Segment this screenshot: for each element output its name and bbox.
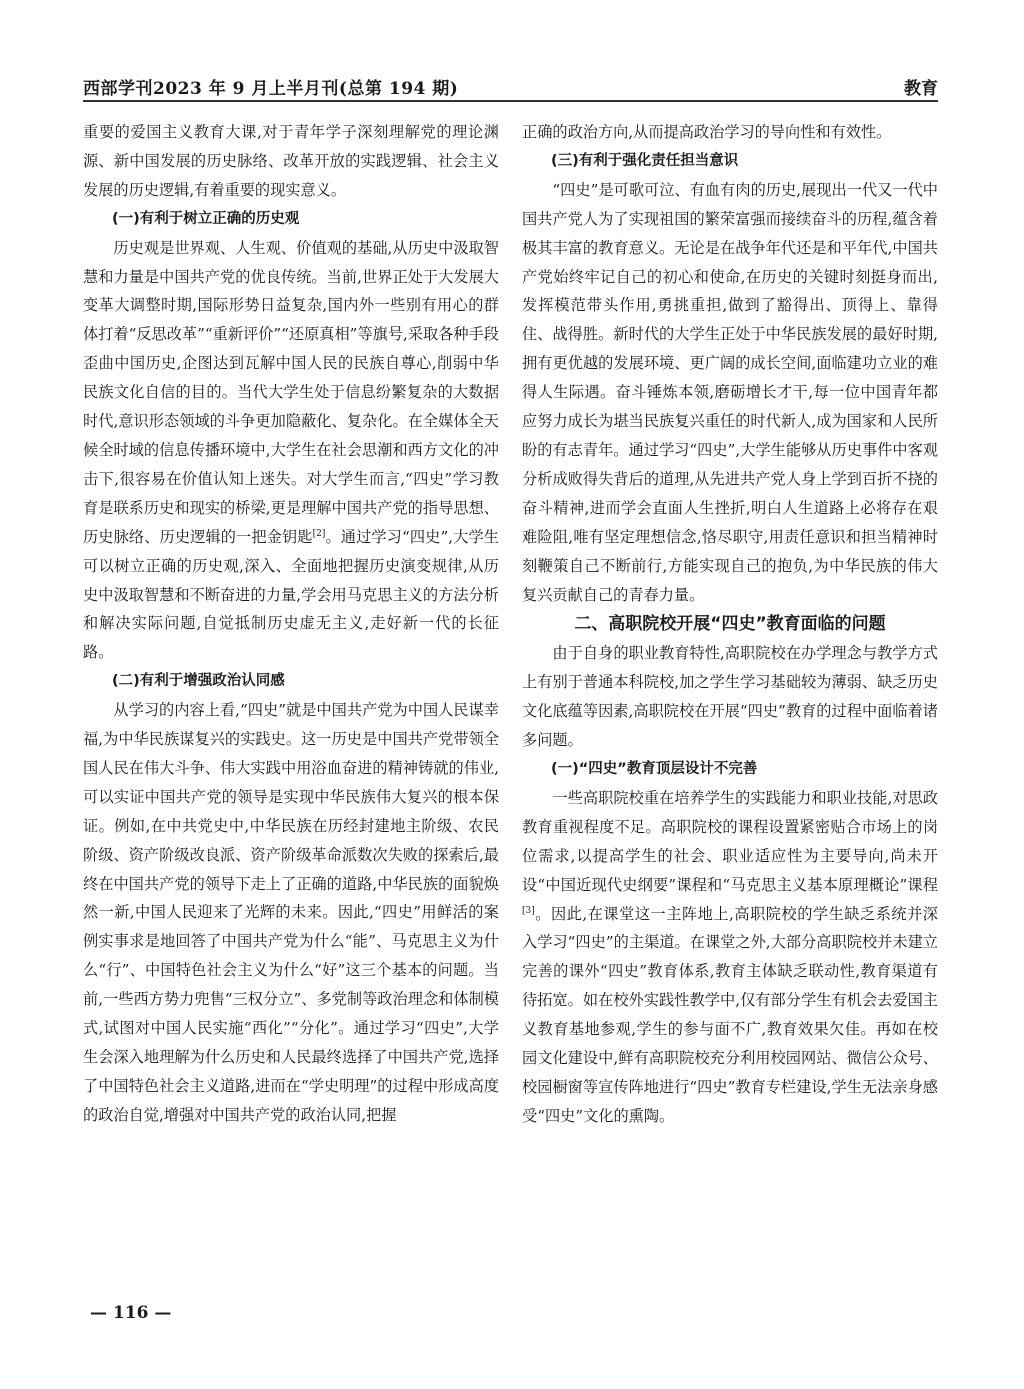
subsection-heading: (三)有利于强化责任担当意识	[551, 152, 739, 169]
header-rule	[83, 100, 938, 102]
journal-title: 西部学刊2023 年 9 月上半月刊(总第 194 期)	[83, 79, 459, 99]
paragraph-text: 。因此,在课堂这一主阵地上,高职院校的学生缺乏系统并深入学习“四史”的主渠道。在课堂之外,大部分高职院校并未建立完善的课外“四史”教育体系,教育主体缺乏联动性,教育渠道有待拓宽。如在校外实践性教学中,仅有部分学生有机会去爱国主义教育基地参观,学生的参与面不广,教育效果欠佳。再如在校园文化建设中,鲜有高职院校充分利用校园网站、微信公众号、校园橱窗等宣传阵地进行“四史”教育专栏建设,学生无法亲身感受“四史”文化的熏陶。	[522, 904, 938, 1125]
citation: [3]	[522, 905, 535, 916]
paragraph-text: 。通过学习“四史”,大学生可以树立正确的历史观,深入、全面地把握历史演变规律,从历史中汲取智慧和不断奋进的力量,学会用马克思主义的方法分析和解决实际问题,自觉抵制历史虚无主义,走好新一代的长征路。	[83, 527, 499, 662]
paragraph: 重要的爱国主义教育大课,对于青年学子深刻理解党的理论渊源、新中国发展的历史脉络、改革开放的实践逻辑、社会主义发展的历史逻辑,有着重要的现实意义。	[83, 123, 499, 199]
running-header	[83, 72, 938, 100]
paragraph	[522, 784, 938, 1131]
section-heading: 二、高职院校开展“四史”教育面临的问题	[574, 614, 886, 635]
paragraph: “四史”是可歌可泣、有血有肉的历史,展现出一代又一代中国共产党人为了实现祖国的繁荣富强而接续奋斗的历程,蕴含着极其丰富的教育意义。无论是在战争年代还是和平年代,中国共产党始终牢记自己的初心和使命,在历史的关键时刻挺身而出,发挥模范带头作用,勇挑重担,做到了豁得出、顶得上、靠得住、战得胜。新时代的大学生正处于中华民族发展的最好时期,拥有更优越的发展环境、更广阔的成长空间,面临建功立业的难得人生际遇。奋斗锤炼本领,磨砺增长才干,每一位中国青年都应努力成长为堪当民族复兴重任的时代新人,成为国家和人民所盼的有志青年。通过学习“四史”,大学生能够从历史事件中客观分析成败得失背后的道理,从先进共产党人身上学到百折不挠的奋斗精神,进而学会直面人生挫折,明白人生道路上必将存在艰难险阻,唯有坚定理想信念,恪尽职守,用责任意识和担当精神时刻鞭策自己不断前行,方能实现自己的抱负,为中华民族的伟大复兴贡献自己的青春力量。	[522, 180, 938, 604]
subsection-heading: (二)有利于增强政治认同感	[112, 673, 285, 690]
page-number: — 116 —	[90, 1303, 172, 1323]
left-column	[83, 118, 499, 1130]
section-label: 教育	[904, 79, 938, 99]
paragraph: 由于自身的职业教育特性,高职院校在办学理念与教学方式上有别于普通本科院校,加之学生学习基础较为薄弱、缺乏历史文化底蕴等因素,高职院校在开展“四史”教育的过程中面临着诸多问题。	[522, 644, 938, 750]
paragraph-text: 一些高职院校重在培养学生的实践能力和职业技能,对思政教育重视程度不足。高职院校的课程设置紧密贴合市场上的岗位需求,以提高学生的社会、职业适应性为主要导向,尚未开设“中国近现代史纲要”课程和“马克思主义基本原理概论”课程	[522, 788, 938, 894]
paragraph	[83, 234, 499, 668]
citation: [2]	[312, 528, 326, 539]
subsection-heading: (一)“四史”教育顶层设计不完善	[551, 761, 758, 778]
paragraph-text: 历史观是世界观、人生观、价值观的基础,从历史中汲取智慧和力量是中国共产党的优良传统。当前,世界正处于大发展大变革大调整时期,国际形势日益复杂,国内外一些别有用心的群体打着“反思改革”“重新评价”“还原真相”等旗号,采取各种手段歪曲中国历史,企图达到瓦解中国人民的民族自尊心,削弱中华民族文化自信的目的。当代大学生处于信息纷繁复杂的大数据时代,意识形态领域的斗争更加隐蔽化、复杂化。在全媒体全天候全时域的信息传播环境中,大学生在社会思潮和西方文化的冲击下,很容易在价值认知上迷失。对大学生而言,“四史”学习教育是联系历史和现实的桥梁,更是理解中国共产党的指导思想、历史脉络、历史逻辑的一把金钥匙	[83, 238, 499, 546]
right-column	[522, 118, 938, 1131]
paragraph: 正确的政治方向,从而提高政治学习的导向性和有效性。	[522, 123, 892, 141]
subsection-heading: (一)有利于树立正确的历史观	[112, 210, 300, 227]
paragraph: 从学习的内容上看,“四史”就是中国共产党为中国人民谋幸福,为中华民族谋复兴的实践史。这一历史是中国共产党带领全国人民在伟大斗争、伟大实践中用浴血奋进的精神铸就的伟业,可以实证中国共产党的领导是实现中华民族伟大复兴的根本保证。例如,在中共党史中,中华民族在历经封建地主阶级、农民阶级、资产阶级改良派、资产阶级革命派数次失败的探索后,最终在中国共产党的领导下走上了正确的道路,中华民族的面貌焕然一新,中国人民迎来了光辉的未来。因此,“四史”用鲜活的案例实事求是地回答了中国共产党为什么“能”、马克思主义为什么“行”、中国特色社会主义为什么“好”这三个基本的问题。当前,一些西方势力兜售“三权分立”、多党制等政治理念和体制模式,试图对中国人民实施“西化”“分化”。通过学习“四史”,大学生会深入地理解为什么历史和人民最终选择了中国共产党,选择了中国特色社会主义道路,进而在“学史明理”的过程中形成高度的政治自觉,增强对中国共产党的政治认同,把握	[83, 701, 499, 1124]
